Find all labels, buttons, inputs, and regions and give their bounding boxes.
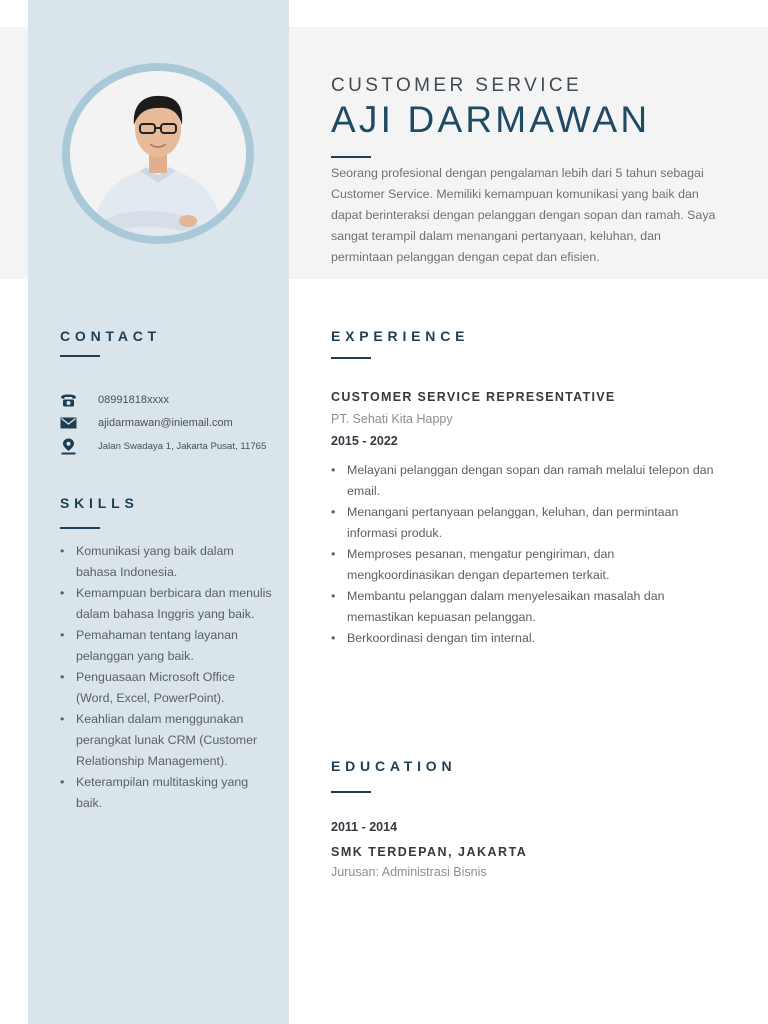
mail-icon (60, 415, 77, 432)
skills-list (60, 541, 272, 814)
duty-item: • Berkoordinasi dengan tim internal. (331, 628, 723, 649)
title-divider (331, 156, 371, 158)
duty-item: • Membantu pelanggan dalam menyelesaikan masalah dan memastikan kepuasan pelanggan. (331, 586, 723, 628)
experience-divider (331, 357, 371, 359)
skill-item: • Keterampilan multitasking yang baik. (60, 772, 272, 814)
profile-summary: Seorang profesional dengan pengalaman lebih dari 5 tahun sebagai Customer Service. Memiliki kemampuan komunikasi yang baik dan dapat berinteraksi dengan pelanggan dengan sopan dan ramah. Saya sangat terampil dalam menangani pertanyaan, keluhan, dan permintaan pelanggan dengan cepat dan efisien. (331, 166, 716, 264)
skills-heading: SKILLS (60, 495, 139, 511)
education-years: 2011 - 2014 (331, 820, 398, 834)
location-icon (60, 438, 77, 455)
candidate-name: AJI DARMAWAN (331, 99, 651, 140)
contact-phone (60, 391, 169, 409)
experience-years: 2015 - 2022 (331, 434, 398, 448)
contact-email (60, 414, 233, 432)
skill-item: • Komunikasi yang baik dalam bahasa Indonesia. (60, 541, 272, 583)
street-address: Jalan Swadaya 1, Jakarta Pusat, 11765 (98, 440, 267, 452)
phone-number[interactable]: 08991818xxxx (98, 394, 169, 406)
skill-item: • Kemampuan berbicara dan menulis dalam bahasa Inggris yang baik. (60, 583, 272, 625)
contact-heading: CONTACT (60, 328, 161, 344)
school-name: SMK TERDEPAN, JAKARTA (331, 845, 528, 859)
profile-photo (62, 63, 254, 244)
job-role: CUSTOMER SERVICE REPRESENTATIVE (331, 390, 616, 404)
skill-item: • Keahlian dalam menggunakan perangkat lunak CRM (Customer Relationship Management). (60, 709, 272, 772)
education-heading: EDUCATION (331, 758, 457, 774)
duties-list (331, 460, 723, 649)
skill-item: • Penguasaan Microsoft Office (Word, Excel, PowerPoint). (60, 667, 272, 709)
education-divider (331, 791, 371, 793)
duty-item: • Melayani pelanggan dengan sopan dan ramah melalui telepon dan email. (331, 460, 723, 502)
phone-icon (60, 392, 77, 409)
company-name: PT. Sehati Kita Happy (331, 412, 453, 426)
contact-divider (60, 355, 100, 357)
skills-divider (60, 527, 100, 529)
duty-item: • Menangani pertanyaan pelanggan, keluhan, dan permintaan informasi produk. (331, 502, 723, 544)
experience-heading: EXPERIENCE (331, 328, 470, 344)
contact-address (60, 437, 266, 455)
school-major: Jurusan: Administrasi Bisnis (331, 865, 487, 879)
email-address[interactable]: ajidarmawan@iniemail.com (98, 417, 233, 429)
duty-item: • Memproses pesanan, mengatur pengiriman, dan mengkoordinasikan dengan departemen terkait. (331, 544, 723, 586)
skill-item: • Pemahaman tentang layanan pelanggan yang baik. (60, 625, 272, 667)
job-title: CUSTOMER SERVICE (331, 75, 583, 96)
